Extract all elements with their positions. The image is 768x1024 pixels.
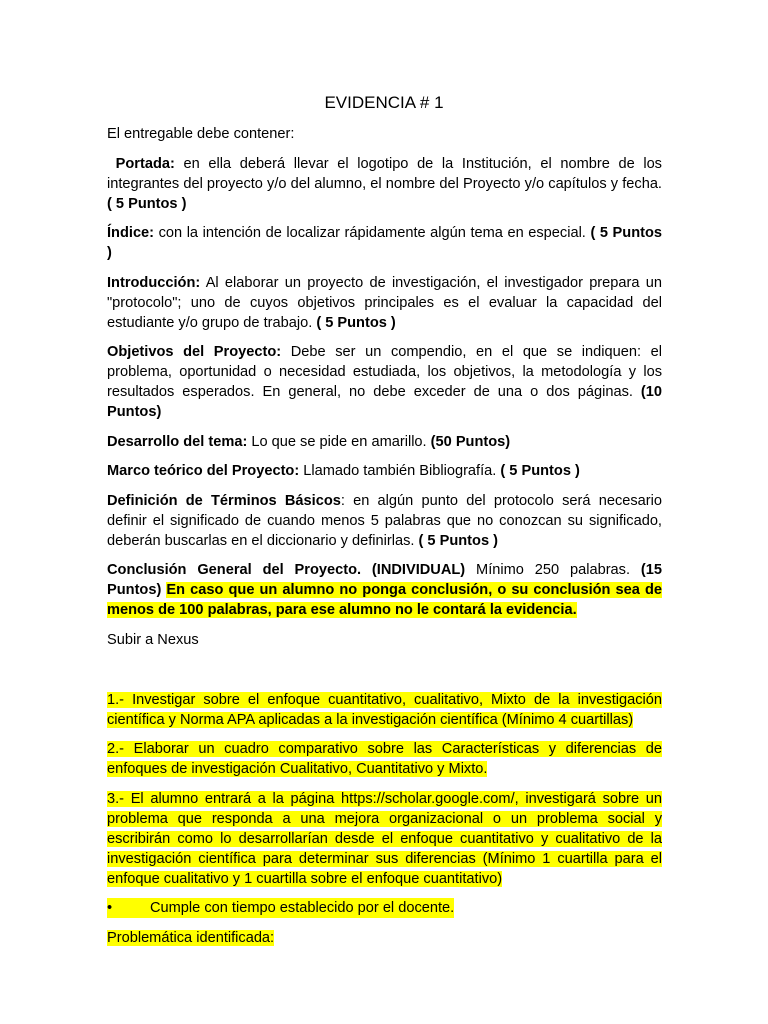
- item-points: ( 5 Puntos ): [418, 532, 498, 549]
- item-label: Definición de Términos Básicos: [107, 492, 341, 509]
- item-label: Marco teórico del Proyecto:: [107, 463, 300, 479]
- document-body: [107, 124, 662, 957]
- task-text: 3.- El alumno entrará a la página https://scholar.google.com/, investigará sobre un problema que responda a una mejora organizacional o un problema social y escribirán como lo desarrollarían desde el enfoque cuantitativo y cualitativo de la investigación científica para determinar sus diferencias (Mínimo 1 cuartilla para el enfoque cualitativo y 1 cuartilla sobre el enfoque cuantitativo): [107, 790, 662, 887]
- conclusion-warning: En caso que un alumno no ponga conclusión, o su conclusión sea de menos de 100 palabras, para ese alumno no le contará la evidencia.: [107, 582, 663, 618]
- item-conclusion: [107, 560, 662, 620]
- task-3: [107, 789, 662, 889]
- bullet-text: Cumple con tiempo establecido por el docente.: [150, 900, 455, 916]
- conclusion-points: (15 Puntos): [107, 562, 663, 598]
- item-portada: [107, 154, 662, 214]
- page-title: EVIDENCIA # 1: [324, 93, 444, 112]
- item-points: (50 Puntos): [430, 433, 511, 450]
- item-label: Índice:: [107, 225, 155, 241]
- item-objetivos: [107, 342, 662, 422]
- item-label: Objetivos del Proyecto:: [107, 344, 282, 360]
- task-text: 2.- Elaborar un cuadro comparativo sobre las Características y diferencias de enfoques de investigación Cualitativo, Cuantitativo y Mixto.: [107, 741, 662, 777]
- item-marco-teorico: [107, 461, 662, 481]
- problem-heading: [107, 928, 662, 948]
- upload-instruction: Subir a Nexus: [107, 631, 199, 648]
- item-text: con la intención de localizar rápidamente algún tema en especial.: [154, 225, 591, 241]
- problem-label: Problemática identificada:: [107, 929, 275, 946]
- item-definicion-terminos: [107, 491, 662, 551]
- bullet-icon: •: [107, 898, 150, 918]
- task-1: [107, 690, 662, 730]
- task-2: [107, 739, 662, 779]
- item-points: ( 5 Puntos ): [316, 314, 396, 331]
- item-label: Desarrollo del tema:: [107, 433, 248, 450]
- item-text: Lo que se pide en amarillo.: [247, 433, 431, 450]
- conclusion-text: Mínimo 250 palabras.: [465, 562, 641, 578]
- item-label: Introducción:: [107, 274, 201, 291]
- intro-text: El entregable debe contener:: [107, 126, 295, 142]
- item-desarrollo: [107, 432, 662, 452]
- item-text: : en algún punto del protocolo será necesario definir el significado de cuando menos 5 palabras que no conozcan su significado, deberán buscarlas en el diccionario y definirlas.: [107, 492, 662, 549]
- item-points: ( 5 Puntos ): [107, 225, 662, 261]
- bullet-item: [107, 898, 662, 918]
- item-label: Portada:: [115, 155, 175, 172]
- item-introduccion: [107, 273, 662, 333]
- task-text: 1.- Investigar sobre el enfoque cuantitativo, cualitativo, Mixto de la investigación científica y Norma APA aplicadas a la investigación científica (Mínimo 4 cuartillas): [107, 691, 662, 728]
- item-points: (10 Puntos): [107, 384, 662, 420]
- item-text: en ella deberá llevar el logotipo de la Institución, el nombre de los integrantes del proyecto y/o del alumno, el nombre del Proyecto y/o capítulos y fecha.: [107, 155, 662, 192]
- item-indice: [107, 223, 662, 263]
- item-points: ( 5 Puntos ): [107, 195, 187, 212]
- item-points: ( 5 Puntos ): [500, 463, 580, 479]
- item-text: Debe ser un compendio, en el que se indiquen: el problema, oportunidad o necesidad estudiada, los objetivos, la metodología y los resultados esperados. En general, no debe exceder de una o dos páginas.: [107, 344, 662, 400]
- item-text: Llamado también Bibliografía.: [299, 463, 501, 479]
- conclusion-label: Conclusión General del Proyecto. (INDIVIDUAL): [107, 562, 466, 578]
- item-text: Al elaborar un proyecto de investigación, el investigador prepara un "protocolo"; uno de cuyos objetivos principales es el evaluar la capacidad del estudiante y/o grupo de trabajo.: [107, 274, 662, 331]
